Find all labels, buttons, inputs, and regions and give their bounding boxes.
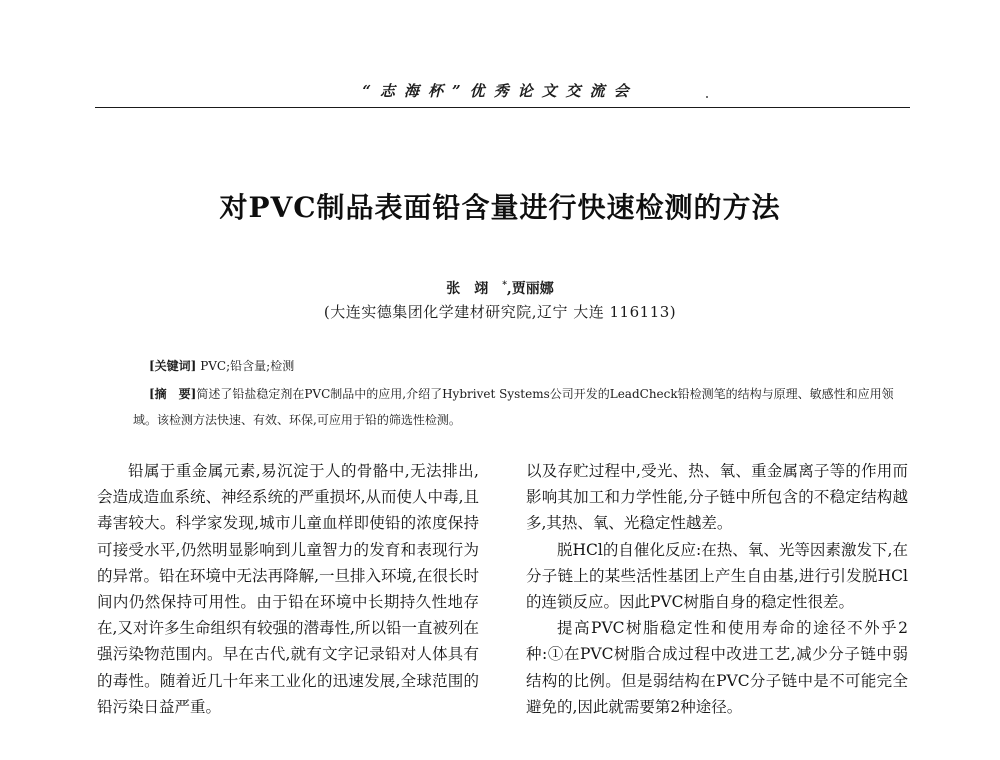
keywords-text: PVC;铅含量;检测 [200,359,295,373]
author-separator: , [506,281,512,297]
body-paragraph: 提高PVC树脂稳定性和使用寿命的途径不外乎2种:①在PVC树脂合成过程中改进工艺,减少分子链中弱结构的比例。但是弱结构在PVC分子链中是不可能完全避免的,因此就需要第2种途径。 [526,619,908,716]
header-rule [95,107,910,108]
author-name-1: 张翊 [446,281,503,297]
abstract [133,381,903,433]
author-name-2: 贾丽娜 [511,281,554,297]
corresponding-author-mark: * [502,280,507,291]
body-paragraph: 以及存贮过程中,受光、热、氧、重金属离子等的作用而影响其加工和力学性能,分子链中所包含的不稳定结构越多,其热、氧、光稳定性越差。 [526,462,908,533]
body-paragraph: 铅属于重金属元素,易沉淀于人的骨骼中,无法排出,会造成造血系统、神经系统的严重损坏,从而使人中毒,且毒害较大。科学家发现,城市儿童血样即使铅的浓度保持可接受水平,仍然明显影响到儿童智力的发育和表现行为的异常。铅在环境中无法再降解,一旦排入环境,在很长时间内仍然保持可用性。由于铅在环境中长期持久性地存在,又对许多生命组织有较强的潜毒性,所以铅一直被列在强污染物范围内。早在古代,就有文字记录铅对人体具有的毒性。随着近几十年来工业化的迅速发展,全球范围的铅污染日益严重。 [97,462,479,716]
body-left-column [97,458,479,720]
keywords-label: [关键词] [149,359,197,373]
abstract-label: [摘 要] [149,387,197,401]
keywords-line [149,357,294,374]
header-dot [706,96,708,98]
running-header: “志海杯”优秀论文交流会 [362,82,638,100]
abstract-text: 简述了铅盐稳定剂在PVC制品中的应用,介绍了Hybrivet Systems公司开发的LeadCheck铅检测笔的结构与原理、敏感性和应用领域。该检测方法快速、有效、环保,可应用于铅的筛选性检测。 [133,387,894,427]
author-line [0,278,1000,298]
paper-title: 对PVC制品表面铅含量进行快速检测的方法 [219,191,781,224]
body-paragraph: 脱HCl的自催化反应:在热、氧、光等因素激发下,在分子链上的某些活性基团上产生自由基,进行引发脱HCl的连锁反应。因此PVC树脂自身的稳定性很差。 [526,540,908,612]
affiliation: (大连实德集团化学建材研究院,辽宁 大连 116113) [323,303,677,321]
body-right-column [526,458,908,720]
